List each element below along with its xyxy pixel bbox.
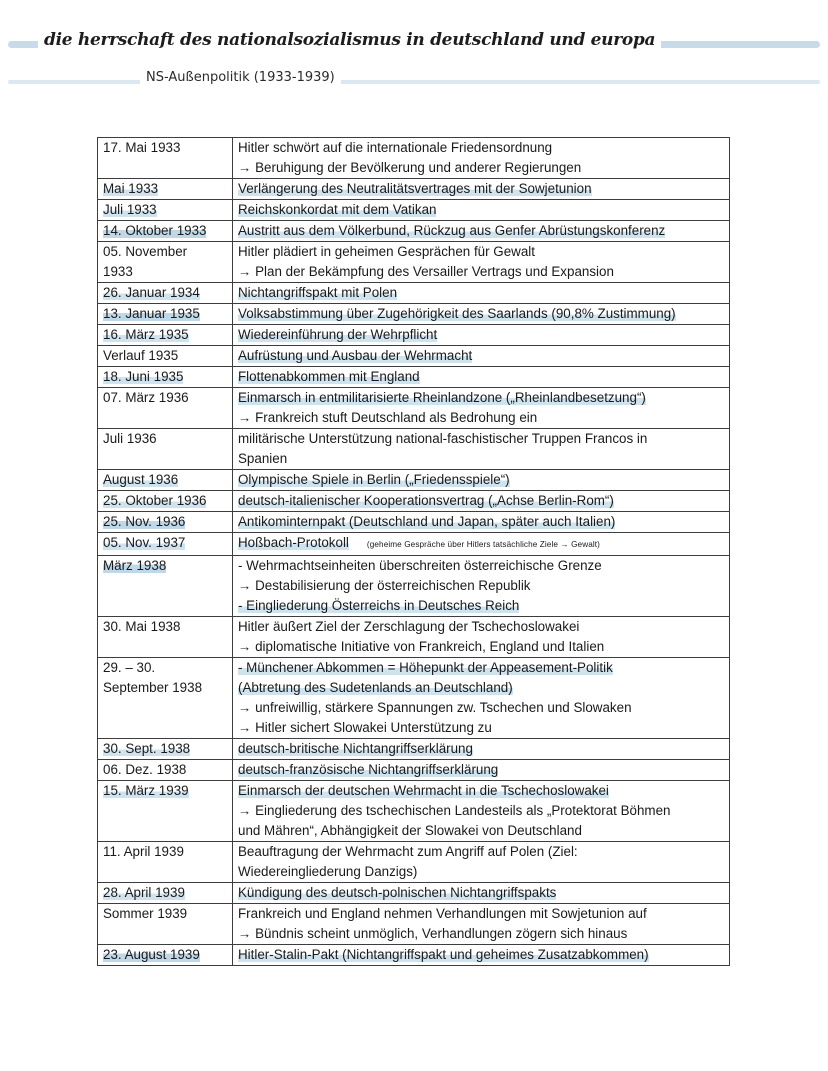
row-event-line	[238, 388, 724, 408]
highlighted-date: Juli 1933	[103, 202, 157, 217]
row-event-cell	[233, 491, 730, 512]
timeline-row	[98, 283, 730, 304]
row-date: September 1938	[103, 680, 203, 695]
row-date: 29. – 30.	[103, 660, 156, 675]
row-event-line	[238, 862, 724, 882]
highlighted-event-text: Kündigung des deutsch-polnischen Nichtangriffspakts	[238, 885, 557, 900]
row-event-line	[238, 801, 724, 821]
timeline-body	[98, 138, 730, 966]
event-text: → Hitler sichert Slowakei Unterstützung zu	[238, 720, 492, 735]
event-text: Beauftragung der Wehrmacht zum Angriff auf Polen (Ziel:	[238, 844, 578, 859]
timeline-row	[98, 491, 730, 512]
row-event-cell	[233, 781, 730, 842]
row-date: 1933	[103, 264, 133, 279]
highlighted-event-text: deutsch-italienischer Kooperationsvertrag („Achse Berlin-Rom“)	[238, 493, 614, 508]
row-date-cell	[98, 283, 233, 304]
highlighted-date: 18. Juni 1935	[103, 369, 184, 384]
row-event-line	[238, 158, 724, 178]
timeline-row	[98, 429, 730, 470]
row-event-line	[238, 138, 724, 158]
row-event-line	[238, 221, 724, 241]
event-text: Hitler plädiert in geheimen Gesprächen für Gewalt	[238, 244, 535, 259]
event-text: Frankreich und England nehmen Verhandlungen mit Sowjetunion auf	[238, 906, 647, 921]
timeline-row	[98, 304, 730, 325]
page-subtitle: NS-Außenpolitik (1933-1939)	[140, 70, 341, 85]
event-text: Hitler äußert Ziel der Zerschlagung der Tschechoslowakei	[238, 619, 580, 634]
timeline-row	[98, 842, 730, 883]
row-date-cell	[98, 367, 233, 388]
row-event-line	[238, 760, 724, 780]
row-date-cell	[98, 470, 233, 491]
timeline-row	[98, 200, 730, 221]
highlighted-date: 23. August 1939	[103, 947, 200, 962]
row-event-cell	[233, 945, 730, 966]
row-event-line	[238, 179, 724, 199]
timeline-row	[98, 739, 730, 760]
row-event-cell	[233, 304, 730, 325]
row-event-cell	[233, 200, 730, 221]
timeline-row	[98, 179, 730, 200]
highlighted-event-text: Einmarsch in entmilitarisierte Rheinlandzone („Rheinlandbesetzung“)	[238, 390, 646, 405]
row-event-line	[238, 512, 724, 532]
row-event-cell	[233, 283, 730, 304]
timeline-row	[98, 221, 730, 242]
highlighted-event-text: Olympische Spiele in Berlin („Friedensspiele“)	[238, 472, 510, 487]
highlighted-event-text: Hitler-Stalin-Pakt (Nichtangriffspakt und geheimes Zusatzabkommen)	[238, 947, 649, 962]
row-date-cell	[98, 781, 233, 842]
row-event-cell	[233, 470, 730, 491]
row-event-line	[238, 533, 724, 555]
row-event-line	[238, 325, 724, 345]
highlighted-date: 16. März 1935	[103, 327, 189, 342]
event-text: militärische Unterstützung national-faschistischer Truppen Francos in	[238, 431, 648, 446]
highlighted-event-text: Austritt aus dem Völkerbund, Rückzug aus Genfer Abrüstungskonferenz	[238, 223, 666, 238]
highlighted-date: 05. Nov. 1937	[103, 535, 186, 550]
highlighted-event-text: Hoßbach-Protokoll	[238, 535, 349, 550]
row-date	[103, 491, 227, 511]
row-date	[103, 367, 227, 387]
timeline-row	[98, 325, 730, 346]
row-date-cell	[98, 429, 233, 470]
highlighted-date: 14. Oktober 1933	[103, 223, 207, 238]
row-event-line	[238, 596, 724, 616]
row-date-cell	[98, 556, 233, 617]
row-date-cell	[98, 658, 233, 739]
timeline-row	[98, 346, 730, 367]
row-event-line	[238, 346, 724, 366]
row-event-cell	[233, 904, 730, 945]
highlighted-date: 13. Januar 1935	[103, 306, 200, 321]
row-date: Juli 1936	[103, 431, 157, 446]
highlighted-event-text: Aufrüstung und Ausbau der Wehrmacht	[238, 348, 473, 363]
event-text: → Beruhigung der Bevölkerung und anderer Regierungen	[238, 160, 582, 175]
row-event-line	[238, 718, 724, 738]
highlighted-event-text: Volksabstimmung über Zugehörigkeit des Saarlands (90,8% Zustimmung)	[238, 306, 676, 321]
row-date	[103, 512, 227, 532]
title-banner	[0, 30, 828, 60]
row-event-line	[238, 904, 724, 924]
event-text: → Eingliederung des tschechischen Landesteils als „Protektorat Böhmen	[238, 803, 671, 818]
row-event-cell	[233, 221, 730, 242]
timeline-row	[98, 658, 730, 739]
highlighted-event-text: deutsch-britische Nichtangriffserklärung	[238, 741, 473, 756]
row-event-line	[238, 367, 724, 387]
highlighted-date: März 1938	[103, 558, 167, 573]
timeline-table	[97, 137, 730, 966]
highlighted-event-text: Flottenabkommen mit England	[238, 369, 420, 384]
highlighted-date: 28. April 1939	[103, 885, 185, 900]
event-text: - Wehrmachtseinheiten überschreiten österreichische Grenze	[238, 558, 602, 573]
row-event-line	[238, 262, 724, 282]
row-date	[103, 556, 227, 576]
row-date-cell	[98, 904, 233, 945]
highlighted-event-text: Verlängerung des Neutralitätsvertrages mit der Sowjetunion	[238, 181, 592, 196]
row-date-cell	[98, 945, 233, 966]
row-event-cell	[233, 760, 730, 781]
timeline-row	[98, 470, 730, 491]
row-date	[103, 200, 227, 220]
row-event-cell	[233, 556, 730, 617]
row-event-cell	[233, 138, 730, 179]
row-event-cell	[233, 533, 730, 556]
subtitle-highlight-bar	[8, 80, 820, 84]
row-event-line	[238, 924, 724, 944]
row-date-cell	[98, 533, 233, 556]
row-event-line	[238, 429, 724, 449]
timeline-row	[98, 138, 730, 179]
row-event-cell	[233, 617, 730, 658]
row-event-cell	[233, 367, 730, 388]
row-event-line	[238, 945, 724, 965]
row-date	[103, 883, 227, 903]
row-event-line	[238, 739, 724, 759]
highlighted-event-text: - Eingliederung Österreichs in Deutsches Reich	[238, 598, 520, 613]
row-event-line	[238, 470, 724, 490]
row-event-cell	[233, 512, 730, 533]
row-date-cell	[98, 304, 233, 325]
row-date-cell	[98, 346, 233, 367]
event-text: Wiedereingliederung Danzigs)	[238, 864, 418, 879]
row-event-line	[238, 576, 724, 596]
highlighted-date: 30. Sept. 1938	[103, 741, 191, 756]
row-event-line	[238, 883, 724, 903]
timeline-row	[98, 533, 730, 556]
event-text: → Destabilisierung der österreichischen Republik	[238, 578, 531, 593]
row-date	[103, 179, 227, 199]
row-date-cell	[98, 739, 233, 760]
row-event-cell	[233, 883, 730, 904]
timeline-row	[98, 242, 730, 283]
timeline-row	[98, 781, 730, 842]
row-date-cell	[98, 842, 233, 883]
row-date: 30. Mai 1938	[103, 619, 181, 634]
row-event-cell	[233, 325, 730, 346]
row-event-line	[238, 821, 724, 841]
row-date-cell	[98, 388, 233, 429]
highlighted-date: 25. Nov. 1936	[103, 514, 186, 529]
row-event-cell	[233, 429, 730, 470]
highlighted-date: 25. Oktober 1936	[103, 493, 207, 508]
row-date-cell	[98, 200, 233, 221]
row-event-line	[238, 200, 724, 220]
row-date-cell	[98, 221, 233, 242]
row-date-cell	[98, 242, 233, 283]
row-date	[103, 945, 227, 965]
row-date-cell	[98, 883, 233, 904]
row-date-cell	[98, 138, 233, 179]
event-text: und Mähren“, Abhängigkeit der Slowakei von Deutschland	[238, 823, 582, 838]
row-date	[103, 533, 227, 553]
highlighted-event-text: deutsch-französische Nichtangriffserklärung	[238, 762, 499, 777]
row-event-line	[238, 637, 724, 657]
row-event-line	[238, 449, 724, 469]
timeline-row	[98, 556, 730, 617]
row-date	[103, 739, 227, 759]
subtitle-banner	[0, 70, 828, 92]
row-event-line	[238, 491, 724, 511]
row-date	[103, 325, 227, 345]
highlighted-event-text: Antikominternpakt (Deutschland und Japan, später auch Italien)	[238, 514, 616, 529]
timeline-row	[98, 945, 730, 966]
row-event-line	[238, 242, 724, 262]
page-title: die herrschaft des nationalsozialismus in deutschland und europa	[38, 30, 661, 50]
row-event-cell	[233, 388, 730, 429]
row-event-line	[238, 304, 724, 324]
row-date	[103, 781, 227, 801]
row-date-cell	[98, 491, 233, 512]
row-date: 17. Mai 1933	[103, 140, 181, 155]
row-date: Sommer 1939	[103, 906, 188, 921]
row-date: Verlauf 1935	[103, 348, 179, 363]
row-date	[103, 283, 227, 303]
row-date-cell	[98, 760, 233, 781]
highlighted-event-text: Wiedereinführung der Wehrpflicht	[238, 327, 438, 342]
event-text: → diplomatische Initiative von Frankreich, England und Italien	[238, 639, 605, 654]
row-date: 11. April 1939	[103, 844, 184, 859]
row-event-line	[238, 556, 724, 576]
row-event-line	[238, 408, 724, 428]
row-date: 05. November	[103, 244, 188, 259]
row-date: 06. Dez. 1938	[103, 762, 187, 777]
event-text: → Bündnis scheint unmöglich, Verhandlungen zögern sich hinaus	[238, 926, 628, 941]
row-event-cell	[233, 242, 730, 283]
timeline-row	[98, 904, 730, 945]
row-event-line	[238, 283, 724, 303]
timeline-row	[98, 512, 730, 533]
event-text: → unfreiwillig, stärkere Spannungen zw. Tschechen und Slowaken	[238, 700, 632, 715]
row-date	[103, 470, 227, 490]
timeline-row	[98, 617, 730, 658]
row-event-line	[238, 698, 724, 718]
timeline-row	[98, 388, 730, 429]
row-date-cell	[98, 512, 233, 533]
row-date-cell	[98, 325, 233, 346]
row-event-line	[238, 678, 724, 698]
highlighted-date: August 1936	[103, 472, 179, 487]
row-event-line	[238, 781, 724, 801]
highlighted-date: 15. März 1939	[103, 783, 189, 798]
row-date-cell	[98, 617, 233, 658]
row-event-cell	[233, 179, 730, 200]
row-event-cell	[233, 739, 730, 760]
event-text: → Plan der Bekämpfung des Versailler Vertrags und Expansion	[238, 264, 614, 279]
highlighted-event-text: Nichtangriffspakt mit Polen	[238, 285, 398, 300]
row-event-line	[238, 658, 724, 678]
highlighted-event-text: (Abtretung des Sudetenlands an Deutschland)	[238, 680, 513, 695]
row-event-cell	[233, 346, 730, 367]
event-text: Hitler schwört auf die internationale Friedensordnung	[238, 140, 553, 155]
row-date: 07. März 1936	[103, 390, 189, 405]
timeline-row	[98, 883, 730, 904]
event-text: Spanien	[238, 451, 288, 466]
row-date	[103, 221, 227, 241]
event-text: → Frankreich stuft Deutschland als Bedrohung ein	[238, 410, 538, 425]
row-date-cell	[98, 179, 233, 200]
row-event-line	[238, 842, 724, 862]
timeline-row	[98, 760, 730, 781]
highlighted-date: Mai 1933	[103, 181, 159, 196]
row-event-cell	[233, 658, 730, 739]
row-event-cell	[233, 842, 730, 883]
row-event-line	[238, 617, 724, 637]
highlighted-event-text: Reichskonkordat mit dem Vatikan	[238, 202, 437, 217]
timeline-row	[98, 367, 730, 388]
highlighted-date: 26. Januar 1934	[103, 285, 200, 300]
handwritten-note: (geheime Gespräche über Hitlers tatsächliche Ziele → Gewalt)	[366, 540, 600, 549]
highlighted-event-text: - Münchener Abkommen = Höhepunkt der Appeasement-Politik	[238, 660, 613, 675]
highlighted-event-text: Einmarsch der deutschen Wehrmacht in die Tschechoslowakei	[238, 783, 609, 798]
row-date	[103, 304, 227, 324]
